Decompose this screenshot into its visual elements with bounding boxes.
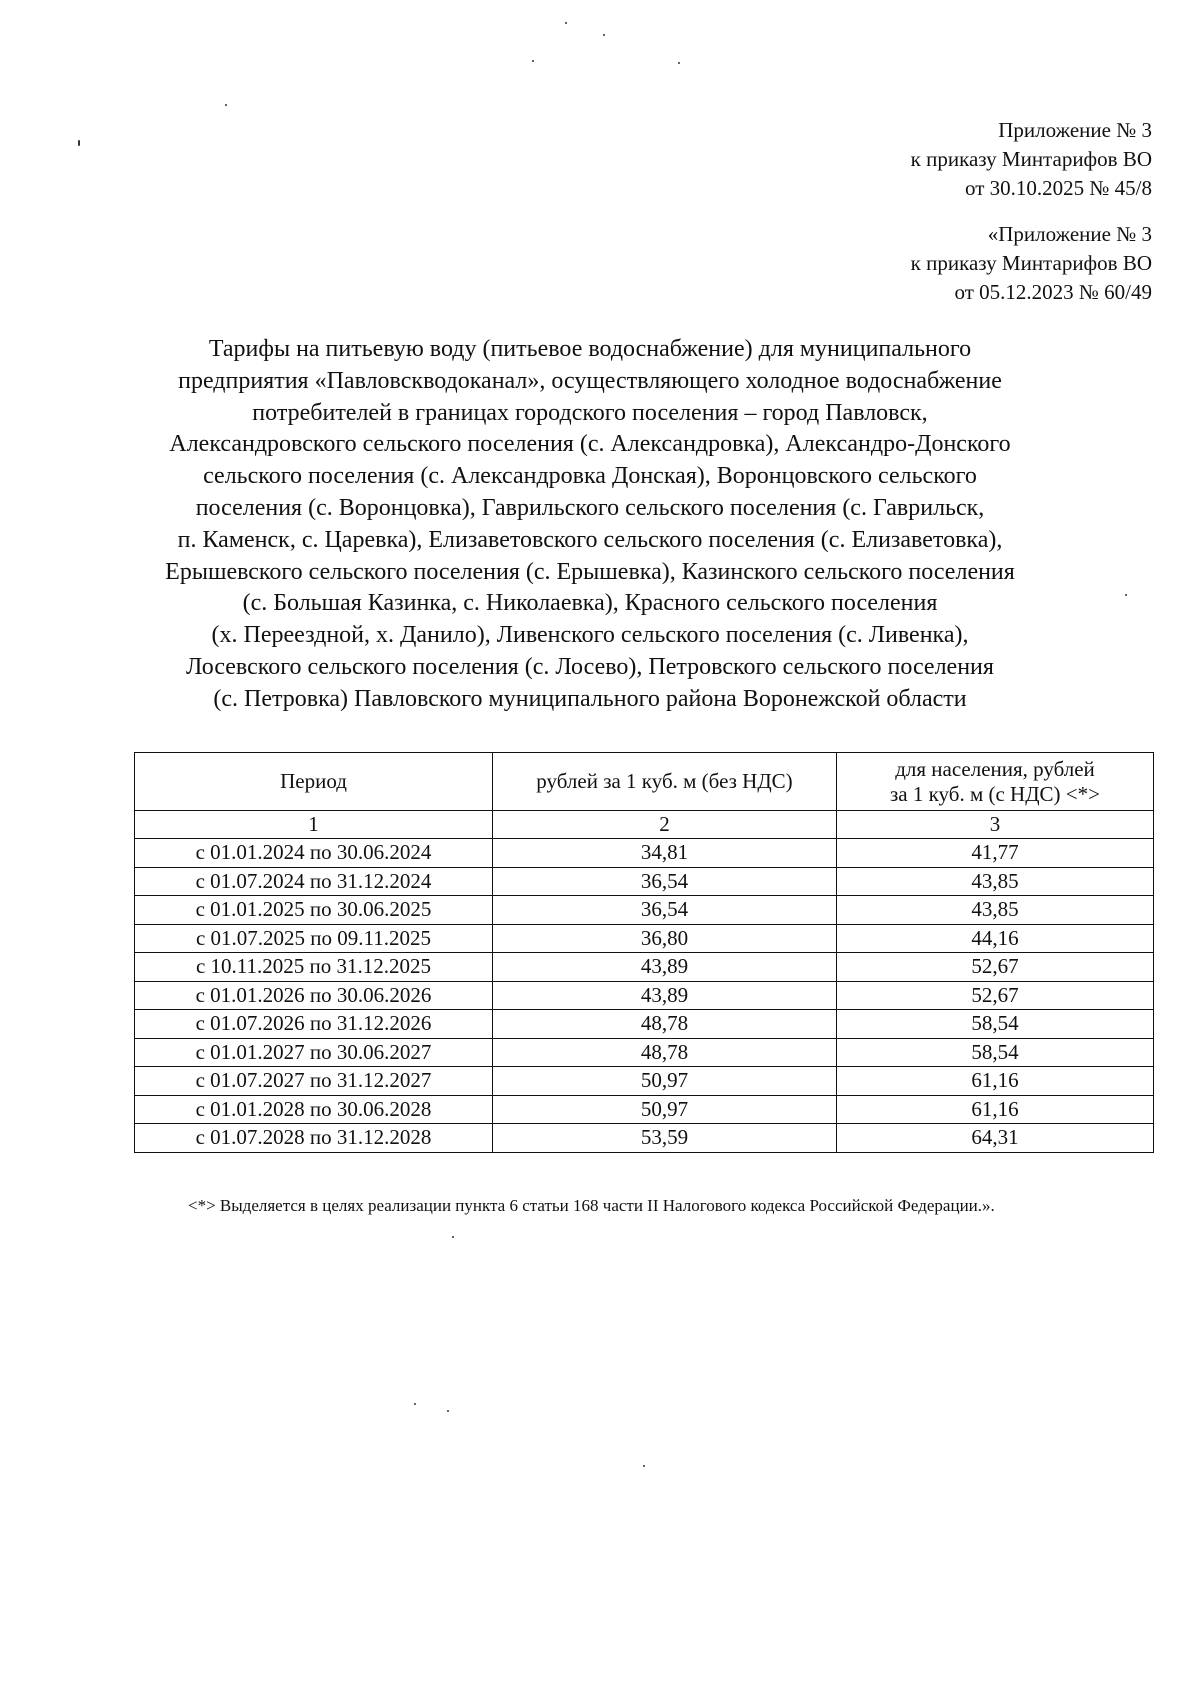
title-line: п. Каменск, с. Царевка), Елизаветовского сельского поселения (с. Елизаветовка), [177, 526, 1003, 553]
title-line: Лосевского сельского поселения (с. Лосево), Петровского сельского поселения [186, 653, 994, 680]
table-row [135, 867, 1154, 896]
price-with-vat-cell: 58,54 [837, 1038, 1154, 1067]
title-line: поселения (с. Воронцовка), Гаврильского сельского поселения (с. Гаврильск, [195, 494, 985, 521]
price-no-vat-cell: 43,89 [493, 953, 837, 982]
header-price-with-vat-line1: для населения, рублей [895, 756, 1095, 781]
scan-speck [414, 1403, 416, 1405]
price-with-vat-cell: 43,85 [837, 867, 1154, 896]
period-cell: с 01.07.2027 по 31.12.2027 [135, 1067, 493, 1096]
column-number: 1 [135, 811, 493, 839]
table-row [135, 1095, 1154, 1124]
price-no-vat-cell: 50,97 [493, 1095, 837, 1124]
vat-footnote: <*> Выделяется в целях реализации пункта 6 статьи 168 части II Налогового кодекса Российской Федерации.». [188, 1196, 995, 1215]
annex-order-ref: к приказу Минтарифов ВО [910, 147, 1152, 171]
table-row [135, 953, 1154, 982]
price-no-vat-cell: 43,89 [493, 981, 837, 1010]
title-line: предприятия «Павловскводоканал», осуществляющего холодное водоснабжение [178, 367, 1002, 394]
price-with-vat-cell: 64,31 [837, 1124, 1154, 1153]
price-no-vat-cell: 48,78 [493, 1010, 837, 1039]
price-no-vat-cell: 36,54 [493, 867, 837, 896]
period-cell: с 01.01.2025 по 30.06.2025 [135, 896, 493, 925]
title-line: Александровского сельского поселения (с. Александровка), Александро-Донского [169, 431, 1011, 458]
scan-speck [452, 1236, 454, 1238]
header-price-no-vat: рублей за 1 куб. м (без НДС) [493, 753, 837, 811]
scan-speck [603, 34, 605, 36]
title-line: (с. Большая Казинка, с. Николаевка), Красного сельского поселения [242, 590, 938, 617]
period-cell: с 01.07.2025 по 09.11.2025 [135, 924, 493, 953]
title-line: (х. Переездной, х. Данило), Ливенского сельского поселения (с. Ливенка), [211, 622, 969, 649]
price-no-vat-cell: 36,80 [493, 924, 837, 953]
period-cell: с 01.01.2024 по 30.06.2024 [135, 839, 493, 868]
column-number: 2 [493, 811, 837, 839]
table-row [135, 924, 1154, 953]
table-row [135, 981, 1154, 1010]
scan-speck [1125, 594, 1127, 596]
column-number-row [135, 811, 1154, 839]
period-cell: с 01.01.2026 по 30.06.2026 [135, 981, 493, 1010]
price-with-vat-cell: 43,85 [837, 896, 1154, 925]
price-no-vat-cell: 50,97 [493, 1067, 837, 1096]
title-line: Тарифы на питьевую воду (питьевое водоснабжение) для муниципального [208, 336, 972, 362]
annex-order-date: от 30.10.2025 № 45/8 [964, 176, 1152, 200]
table-row [135, 1010, 1154, 1039]
title-line: (с. Петровка) Павловского муниципального района Воронежской области [213, 685, 967, 712]
table-header-row [135, 753, 1154, 811]
price-with-vat-cell: 52,67 [837, 953, 1154, 982]
price-with-vat-cell: 61,16 [837, 1067, 1154, 1096]
scan-speck [447, 1410, 449, 1412]
previous-annex-header [911, 220, 1152, 307]
tariff-table [134, 752, 1154, 1153]
title-line: сельского поселения (с. Александровка Донская), Воронцовского сельского [203, 463, 977, 490]
document-title [120, 334, 1060, 716]
scan-speck [643, 1465, 645, 1467]
header-price-with-vat-line2: за 1 куб. м (с НДС) <*> [890, 781, 1100, 806]
scan-speck [225, 104, 227, 106]
scan-speck [678, 62, 680, 64]
period-cell: с 01.07.2028 по 31.12.2028 [135, 1124, 493, 1153]
scan-speck [565, 22, 567, 24]
header-price-with-vat [837, 753, 1154, 811]
price-with-vat-cell: 61,16 [837, 1095, 1154, 1124]
annex-header [911, 116, 1152, 203]
header-period: Период [135, 753, 493, 811]
price-with-vat-cell: 58,54 [837, 1010, 1154, 1039]
price-no-vat-cell: 36,54 [493, 896, 837, 925]
scan-speck [532, 60, 534, 62]
table-row [135, 1124, 1154, 1153]
previous-annex-order-ref: к приказу Минтарифов ВО [910, 251, 1152, 275]
table-row [135, 896, 1154, 925]
period-cell: с 01.07.2024 по 31.12.2024 [135, 867, 493, 896]
price-no-vat-cell: 53,59 [493, 1124, 837, 1153]
price-no-vat-cell: 34,81 [493, 839, 837, 868]
period-cell: с 01.07.2026 по 31.12.2026 [135, 1010, 493, 1039]
price-with-vat-cell: 44,16 [837, 924, 1154, 953]
previous-annex-title: «Приложение № 3 [987, 222, 1152, 246]
previous-annex-order-date: от 05.12.2023 № 60/49 [954, 280, 1152, 304]
annex-title: Приложение № 3 [998, 118, 1152, 142]
title-line: Ерышевского сельского поселения (с. Ерышевка), Казинского сельского поселения [165, 558, 1015, 585]
table-row [135, 839, 1154, 868]
price-with-vat-cell: 41,77 [837, 839, 1154, 868]
period-cell: с 01.01.2028 по 30.06.2028 [135, 1095, 493, 1124]
table-row [135, 1038, 1154, 1067]
period-cell: с 10.11.2025 по 31.12.2025 [135, 953, 493, 982]
scan-speck [78, 140, 80, 146]
price-with-vat-cell: 52,67 [837, 981, 1154, 1010]
column-number: 3 [837, 811, 1154, 839]
price-no-vat-cell: 48,78 [493, 1038, 837, 1067]
title-line: потребителей в границах городского поселения – город Павловск, [252, 399, 928, 426]
period-cell: с 01.01.2027 по 30.06.2027 [135, 1038, 493, 1067]
table-row [135, 1067, 1154, 1096]
